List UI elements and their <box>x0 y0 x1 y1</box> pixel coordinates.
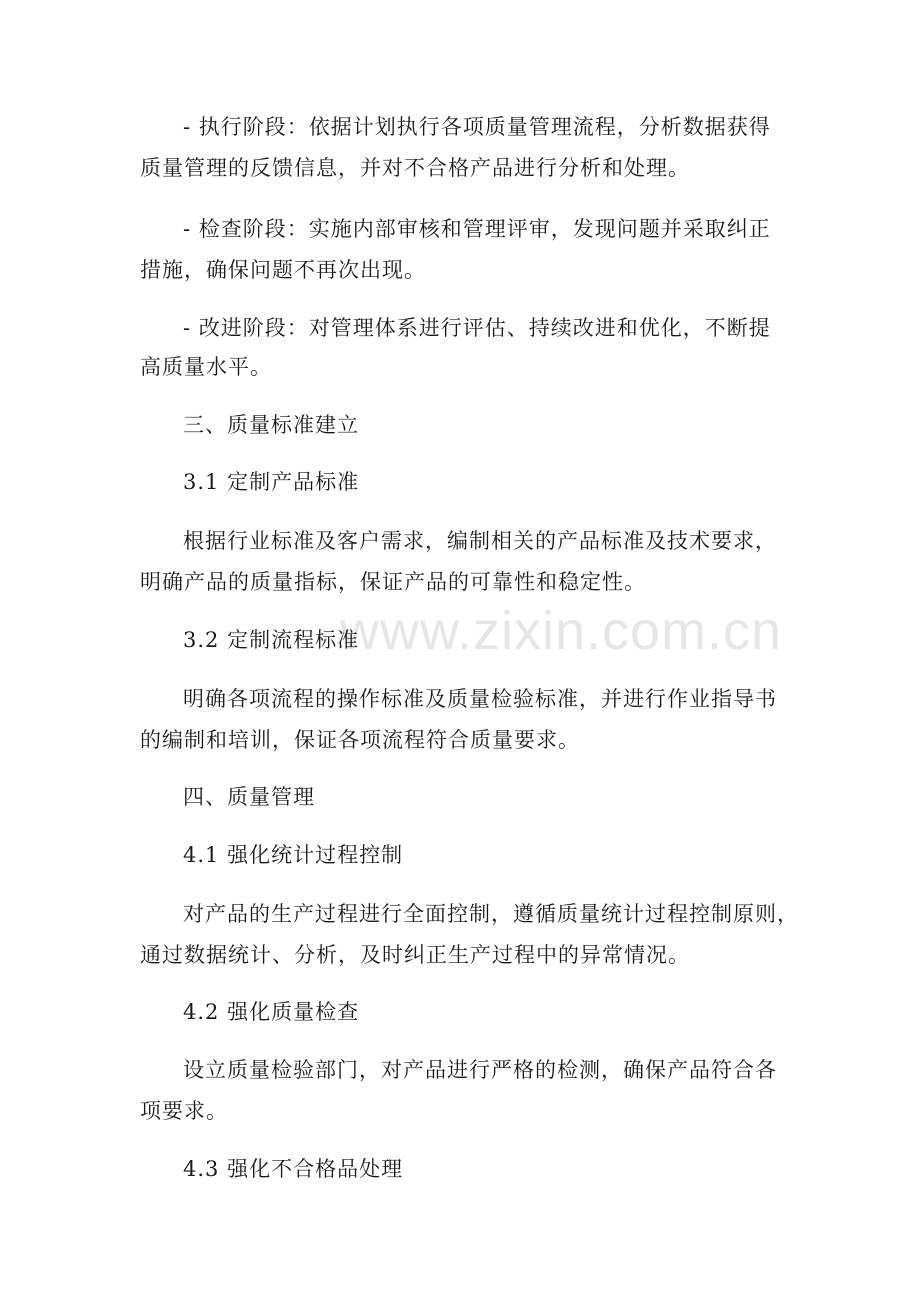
subsection-heading-3-2: 3.2 定制流程标准 <box>183 628 360 652</box>
paragraph-spc-line-1: 对产品的生产过程进行全面控制，遵循质量统计过程控制原则， <box>183 902 799 926</box>
paragraph-check-line-2: 措施，确保问题不再次出现。 <box>140 258 426 282</box>
paragraph-spc-line-2: 通过数据统计、分析，及时纠正生产过程中的异常情况。 <box>140 943 690 967</box>
paragraph-process-standard-line-2: 的编制和培训，保证各项流程符合质量要求。 <box>140 728 580 752</box>
paragraph-execute-line-2: 质量管理的反馈信息，并对不合格产品进行分析和处理。 <box>140 156 690 180</box>
paragraph-product-standard-line-2: 明确产品的质量指标，保证产品的可靠性和稳定性。 <box>140 570 646 594</box>
subsection-heading-3-1: 3.1 定制产品标准 <box>183 470 360 494</box>
section-heading-4: 四、质量管理 <box>183 785 315 809</box>
paragraph-inspection-line-1: 设立质量检验部门，对产品进行严格的检测，确保产品符合各 <box>183 1058 777 1082</box>
paragraph-process-standard-line-1: 明确各项流程的操作标准及质量检验标准，并进行作业指导书 <box>183 687 777 711</box>
paragraph-product-standard-line-1: 根据行业标准及客户需求，编制相关的产品标准及技术要求， <box>183 529 777 553</box>
paragraph-check-line-1: - 检查阶段：实施内部审核和管理评审，发现问题并采取纠正 <box>183 217 771 241</box>
subsection-heading-4-2: 4.2 强化质量检查 <box>183 1000 360 1024</box>
watermark: www.zixin.com.cn <box>340 601 783 661</box>
paragraph-improve-line-1: - 改进阶段：对管理体系进行评估、持续改进和优化，不断提 <box>183 316 771 340</box>
section-heading-3: 三、质量标准建立 <box>183 413 359 437</box>
subsection-heading-4-3: 4.3 强化不合格品处理 <box>183 1157 404 1181</box>
paragraph-execute-line-1: - 执行阶段：依据计划执行各项质量管理流程，分析数据获得 <box>183 115 771 139</box>
paragraph-improve-line-2: 高质量水平。 <box>140 355 272 379</box>
paragraph-inspection-line-2: 项要求。 <box>140 1099 228 1123</box>
subsection-heading-4-1: 4.1 强化统计过程控制 <box>183 843 404 867</box>
